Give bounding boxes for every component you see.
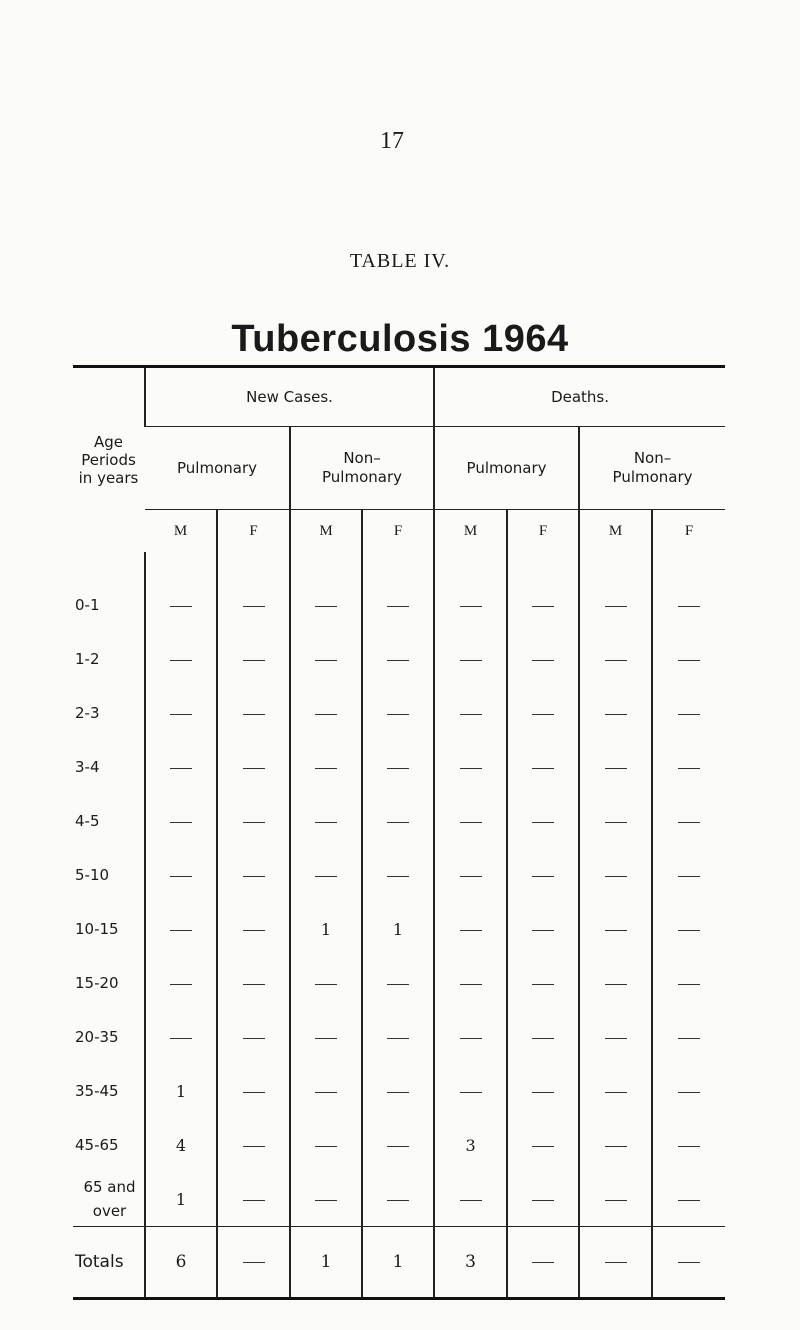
dash-mark <box>170 768 192 769</box>
table-cell <box>507 552 579 632</box>
table-cell: 1 <box>362 1227 434 1299</box>
table-cell <box>652 794 725 848</box>
table-cell <box>290 1010 362 1064</box>
sex-header: F <box>507 510 579 553</box>
table-cell <box>217 902 290 956</box>
table-cell <box>217 1118 290 1172</box>
table-cell <box>362 848 434 902</box>
dash-mark <box>387 984 409 985</box>
table-cell <box>434 1010 507 1064</box>
dash-mark <box>170 984 192 985</box>
dash-mark <box>170 822 192 823</box>
table-cell <box>507 740 579 794</box>
dash-mark <box>605 606 627 607</box>
table-cell: 6 <box>145 1227 217 1299</box>
table-cell <box>434 632 507 686</box>
table-row <box>73 1172 725 1227</box>
dash-mark <box>460 930 482 931</box>
table-cell <box>434 848 507 902</box>
age-header-line: Periods <box>81 451 136 469</box>
age-cell: 15-20 <box>75 974 119 992</box>
sub-header <box>579 427 725 510</box>
dash-mark <box>387 714 409 715</box>
age-header-line: in years <box>78 469 139 487</box>
dash-mark <box>678 876 700 877</box>
table-cell <box>507 902 579 956</box>
table-cell: 1 <box>290 1227 362 1299</box>
table-cell <box>145 552 217 632</box>
dash-mark <box>605 822 627 823</box>
table-cell <box>145 686 217 740</box>
table-cell <box>217 848 290 902</box>
dash-mark <box>678 1038 700 1039</box>
table-cell <box>434 902 507 956</box>
dash-mark <box>243 1092 265 1093</box>
table-cell <box>652 632 725 686</box>
dash-mark <box>243 930 265 931</box>
dash-mark <box>532 1200 554 1201</box>
table-cell <box>434 552 507 632</box>
dash-mark <box>460 1200 482 1201</box>
dash-mark <box>678 606 700 607</box>
table-cell <box>434 1064 507 1118</box>
sex-header: F <box>652 510 725 553</box>
table-cell <box>652 1118 725 1172</box>
table-cell: 3 <box>434 1227 507 1299</box>
sub-header-line: Non– <box>633 449 672 467</box>
table-cell <box>579 1227 652 1299</box>
dash-mark <box>532 1092 554 1093</box>
table-cell: 1 <box>290 902 362 956</box>
dash-mark <box>678 984 700 985</box>
table-cell <box>290 956 362 1010</box>
table-cell <box>652 740 725 794</box>
dash-mark <box>170 660 192 661</box>
dash-mark <box>605 1038 627 1039</box>
dash-mark <box>605 660 627 661</box>
age-cell: 0-1 <box>75 596 100 614</box>
dash-mark <box>243 984 265 985</box>
dash-mark <box>460 822 482 823</box>
age-cell: 35-45 <box>75 1082 119 1100</box>
table-cell <box>145 632 217 686</box>
age-cell: 5-10 <box>75 866 110 884</box>
dash-mark <box>532 768 554 769</box>
table-cell <box>507 1118 579 1172</box>
table-cell <box>434 1172 507 1227</box>
sub-header-line: Pulmonary <box>466 458 547 477</box>
dash-mark <box>387 1146 409 1147</box>
age-periods-header <box>73 367 145 553</box>
dash-mark <box>170 1038 192 1039</box>
dash-mark <box>532 822 554 823</box>
dash-mark <box>315 822 337 823</box>
table-row <box>73 686 725 740</box>
table-cell <box>290 632 362 686</box>
dash-mark <box>605 1200 627 1201</box>
sex-header: M <box>290 510 362 553</box>
table-cell <box>217 740 290 794</box>
table-cell <box>362 1064 434 1118</box>
dash-mark <box>678 1262 700 1263</box>
table-cell <box>217 794 290 848</box>
sub-header <box>434 427 579 510</box>
page-title: Tuberculosis 1964 <box>231 318 569 360</box>
table-cell <box>507 848 579 902</box>
age-cell: 2-3 <box>75 704 100 722</box>
table-cell <box>362 740 434 794</box>
dash-mark <box>170 606 192 607</box>
table-cell <box>362 794 434 848</box>
table-cell <box>434 686 507 740</box>
table-cell <box>290 686 362 740</box>
table-cell <box>290 848 362 902</box>
dash-mark <box>387 1200 409 1201</box>
table-cell <box>579 1172 652 1227</box>
age-cell: 65 and over <box>83 1178 136 1220</box>
dash-mark <box>532 660 554 661</box>
dash-mark <box>532 1146 554 1147</box>
sex-header: M <box>579 510 652 553</box>
table-cell <box>579 848 652 902</box>
table-row <box>73 956 725 1010</box>
sub-header-line: Pulmonary <box>177 458 257 477</box>
table-cell <box>145 740 217 794</box>
table-cell <box>145 956 217 1010</box>
table-cell <box>652 956 725 1010</box>
dash-mark <box>387 1038 409 1039</box>
table-cell <box>217 1010 290 1064</box>
table-cell <box>579 740 652 794</box>
dash-mark <box>387 822 409 823</box>
dash-mark <box>243 714 265 715</box>
sub-header <box>290 427 434 510</box>
totals-label: Totals <box>73 1227 145 1299</box>
table-cell <box>217 1172 290 1227</box>
dash-mark <box>605 930 627 931</box>
dash-mark <box>605 768 627 769</box>
age-cell: 1-2 <box>75 650 100 668</box>
age-cell: 45-65 <box>75 1136 119 1154</box>
table-cell <box>579 1010 652 1064</box>
table-cell <box>290 1172 362 1227</box>
dash-mark <box>532 876 554 877</box>
new-cases-header: New Cases. <box>145 367 434 427</box>
table-cell <box>507 1010 579 1064</box>
table-cell <box>217 632 290 686</box>
dash-mark <box>243 1262 265 1263</box>
dash-mark <box>315 660 337 661</box>
deaths-header: Deaths. <box>434 367 725 427</box>
dash-mark <box>170 876 192 877</box>
table-cell <box>362 1118 434 1172</box>
dash-mark <box>605 1146 627 1147</box>
table-row <box>73 632 725 686</box>
dash-mark <box>387 606 409 607</box>
table-cell: 1 <box>362 902 434 956</box>
table-cell <box>290 794 362 848</box>
dash-mark <box>315 606 337 607</box>
dash-mark <box>387 1092 409 1093</box>
dash-mark <box>170 714 192 715</box>
dash-mark <box>243 606 265 607</box>
dash-mark <box>460 876 482 877</box>
sub-header-line: Non– <box>343 449 381 467</box>
table-cell <box>579 902 652 956</box>
table-cell <box>652 1064 725 1118</box>
dash-mark <box>678 1092 700 1093</box>
table-cell <box>579 956 652 1010</box>
table-cell: 1 <box>145 1064 217 1118</box>
dash-mark <box>460 1092 482 1093</box>
dash-mark <box>243 822 265 823</box>
dash-mark <box>532 1262 554 1263</box>
dash-mark <box>532 930 554 931</box>
dash-mark <box>315 1200 337 1201</box>
dash-mark <box>315 768 337 769</box>
table-cell <box>507 956 579 1010</box>
dash-mark <box>532 714 554 715</box>
table-cell <box>579 686 652 740</box>
table-cell <box>362 632 434 686</box>
table-cell <box>290 552 362 632</box>
dash-mark <box>170 930 192 931</box>
table-cell <box>652 552 725 632</box>
table-cell <box>579 552 652 632</box>
age-header-line: Age <box>93 433 123 451</box>
table-cell <box>579 1064 652 1118</box>
dash-mark <box>678 714 700 715</box>
dash-mark <box>678 660 700 661</box>
table-cell <box>362 1172 434 1227</box>
age-cell: 3-4 <box>75 758 100 776</box>
table-row <box>73 1064 725 1118</box>
table-row <box>73 848 725 902</box>
table-cell <box>145 1010 217 1064</box>
sex-header: M <box>145 510 217 553</box>
table-cell <box>652 1227 725 1299</box>
table-cell <box>217 1227 290 1299</box>
table-row <box>73 740 725 794</box>
table-cell <box>217 686 290 740</box>
dash-mark <box>387 660 409 661</box>
dash-mark <box>460 660 482 661</box>
dash-mark <box>315 876 337 877</box>
dash-mark <box>678 930 700 931</box>
table-cell <box>217 1064 290 1118</box>
table-cell <box>652 848 725 902</box>
table-row <box>73 902 725 956</box>
age-cell: 20-35 <box>75 1028 119 1046</box>
dash-mark <box>678 1146 700 1147</box>
dash-mark <box>387 876 409 877</box>
dash-mark <box>243 768 265 769</box>
table-cell <box>434 794 507 848</box>
table-cell <box>290 1064 362 1118</box>
table-cell <box>362 686 434 740</box>
sex-header: F <box>362 510 434 553</box>
table-cell <box>507 1227 579 1299</box>
sub-header-line: Pulmonary <box>322 468 403 486</box>
table-cell <box>507 1172 579 1227</box>
dash-mark <box>315 1146 337 1147</box>
table-cell <box>507 686 579 740</box>
dash-mark <box>532 1038 554 1039</box>
table-cell <box>434 956 507 1010</box>
table-cell <box>579 632 652 686</box>
dash-mark <box>605 714 627 715</box>
sub-header <box>145 427 290 510</box>
dash-mark <box>315 984 337 985</box>
dash-mark <box>532 984 554 985</box>
dash-mark <box>678 822 700 823</box>
dash-mark <box>460 714 482 715</box>
totals-row <box>73 1227 725 1299</box>
table-cell <box>362 956 434 1010</box>
table-cell <box>217 956 290 1010</box>
table-cell: 3 <box>434 1118 507 1172</box>
table-cell <box>217 552 290 632</box>
table-cell: 1 <box>145 1172 217 1227</box>
table-cell <box>145 902 217 956</box>
dash-mark <box>243 660 265 661</box>
age-cell: 4-5 <box>75 812 100 830</box>
dash-mark <box>315 714 337 715</box>
table-cell <box>434 740 507 794</box>
dash-mark <box>605 984 627 985</box>
table-row <box>73 1010 725 1064</box>
age-cell: 10-15 <box>75 920 119 938</box>
table-cell: 4 <box>145 1118 217 1172</box>
dash-mark <box>315 1038 337 1039</box>
dash-mark <box>460 1038 482 1039</box>
dash-mark <box>532 606 554 607</box>
table-cell <box>145 794 217 848</box>
dash-mark <box>315 1092 337 1093</box>
table-cell <box>145 848 217 902</box>
dash-mark <box>605 1092 627 1093</box>
table-cell <box>652 1172 725 1227</box>
table-cell <box>579 794 652 848</box>
dash-mark <box>243 1038 265 1039</box>
dash-mark <box>243 876 265 877</box>
table-row <box>73 552 725 632</box>
table-cell <box>579 1118 652 1172</box>
dash-mark <box>243 1146 265 1147</box>
dash-mark <box>387 768 409 769</box>
dash-mark <box>605 876 627 877</box>
table-cell <box>507 794 579 848</box>
table-cell <box>652 686 725 740</box>
dash-mark <box>678 1200 700 1201</box>
table-cell <box>507 1064 579 1118</box>
dash-mark <box>460 984 482 985</box>
table-cell <box>652 902 725 956</box>
dash-mark <box>678 768 700 769</box>
table-row <box>73 1118 725 1172</box>
sub-header-line: Pulmonary <box>612 468 693 486</box>
table-cell <box>652 1010 725 1064</box>
dash-mark <box>243 1200 265 1201</box>
dash-mark <box>460 606 482 607</box>
table-row <box>73 794 725 848</box>
sex-header: M <box>434 510 507 553</box>
dash-mark <box>605 1262 627 1263</box>
table-cell <box>362 1010 434 1064</box>
table-cell <box>362 552 434 632</box>
page-number: 17 <box>380 128 404 154</box>
tuberculosis-table <box>73 365 725 1300</box>
table-cell <box>507 632 579 686</box>
dash-mark <box>460 768 482 769</box>
table-cell <box>290 740 362 794</box>
sex-header: F <box>217 510 290 553</box>
table-label: TABLE IV. <box>349 250 451 272</box>
table-cell <box>290 1118 362 1172</box>
